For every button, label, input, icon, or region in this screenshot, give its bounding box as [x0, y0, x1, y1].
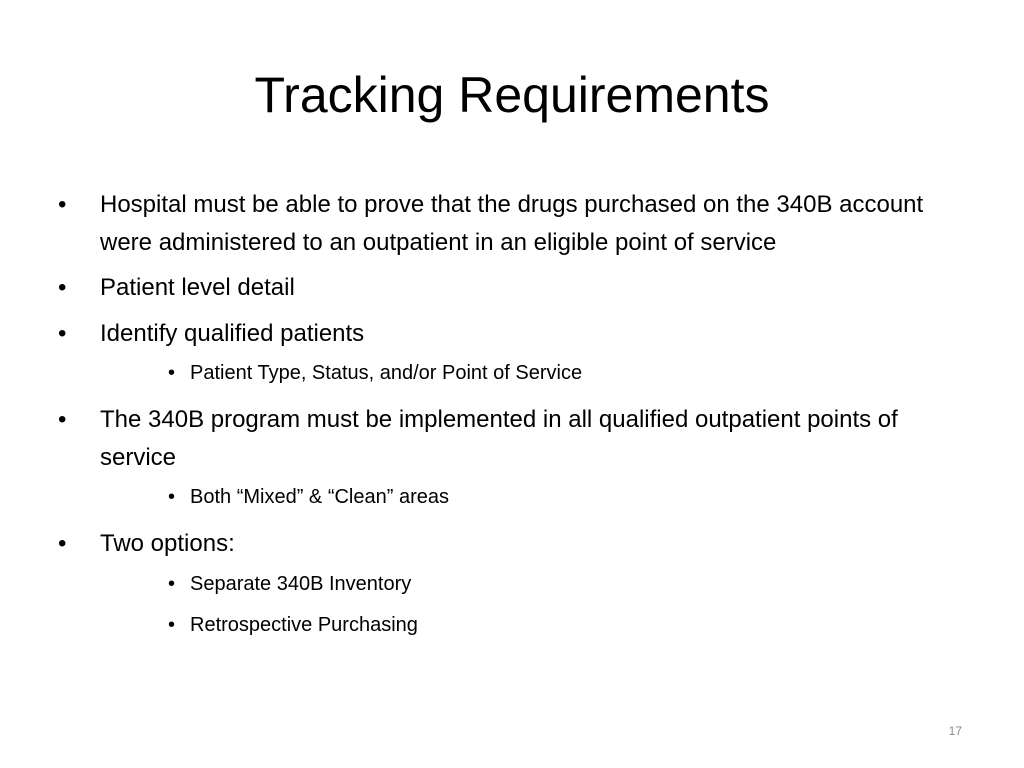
bullet-text: Two options:	[100, 530, 235, 557]
bullet-icon: •	[168, 486, 176, 508]
bullet-item	[58, 525, 958, 563]
sub-bullet-item	[58, 359, 958, 387]
bullet-text: Identify qualified patients	[100, 319, 365, 347]
bullet-item	[58, 315, 958, 353]
sub-bullet-text: Both “Mixed” & “Clean” areas	[190, 486, 449, 508]
bullet-item	[58, 269, 958, 307]
bullet-icon: •	[58, 319, 67, 347]
sub-bullet-item	[58, 483, 958, 511]
sub-bullet-text: Retrospective Purchasing	[190, 613, 418, 636]
bullet-icon: •	[58, 406, 67, 433]
sub-bullet-text: Patient Type, Status, and/or Point of Service	[190, 362, 583, 384]
bullet-icon: •	[58, 274, 67, 301]
bullet-text: The 340B program must be implemented in all qualified outpatient points of service	[100, 406, 898, 471]
bullet-item	[58, 186, 958, 261]
slide-title: Tracking Requirements	[254, 67, 770, 123]
bullet-list	[58, 186, 958, 653]
bullet-icon: •	[168, 572, 176, 595]
sub-bullet-text: Separate 340B Inventory	[190, 572, 412, 595]
bullet-icon: •	[58, 530, 67, 557]
sub-bullet-item	[58, 570, 958, 598]
bullet-text: Patient level detail	[100, 274, 295, 301]
bullet-icon: •	[58, 191, 67, 218]
bullet-icon: •	[168, 613, 176, 636]
bullet-icon: •	[168, 362, 176, 384]
page-number: 17	[948, 724, 962, 738]
bullet-item	[58, 401, 958, 476]
bullet-text: Hospital must be able to prove that the drugs purchased on the 340B account were administered to an outpatient in an eligible point of service	[100, 191, 924, 256]
sub-bullet-item	[58, 611, 958, 639]
